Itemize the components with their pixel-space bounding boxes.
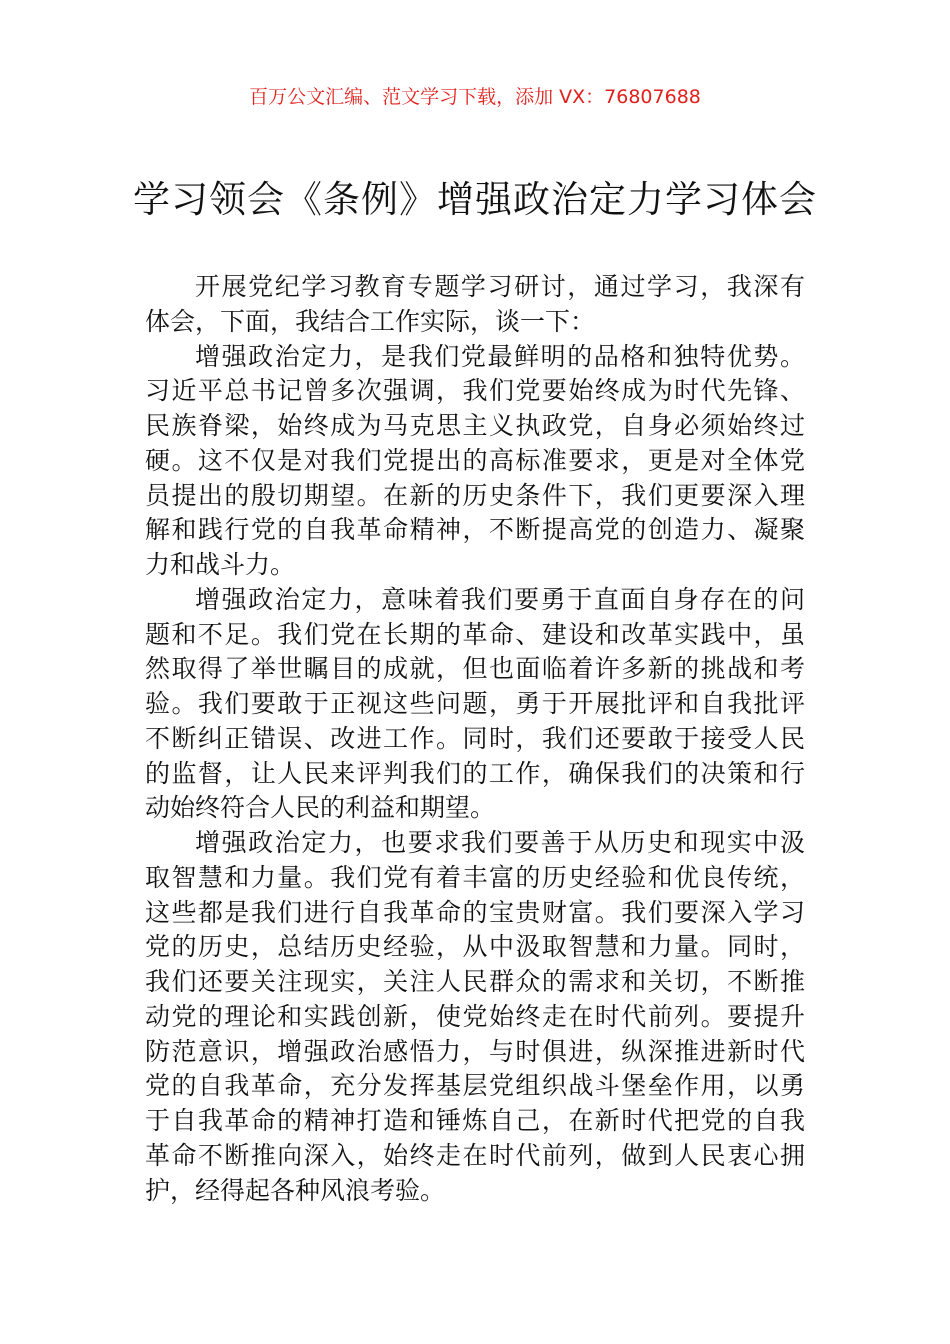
- text-line: 题和不足。我们党在长期的革命、建设和改革实践中，虽: [145, 619, 805, 649]
- text-line: 动党的理论和实践创新，使党始终走在时代前列。要提升: [145, 1001, 805, 1031]
- text-line: 动始终符合人民的利益和期望。: [145, 793, 496, 823]
- paragraph: [145, 826, 805, 1208]
- text-line: 不断纠正错误、改进工作。同时，我们还要敢于接受人民: [145, 723, 805, 753]
- text-line: 增强政治定力，是我们党最鲜明的品格和独特优势。: [195, 341, 805, 371]
- text-line: 我们还要关注现实，关注人民群众的需求和关切，不断推: [145, 967, 805, 996]
- text-line: 增强政治定力，意味着我们要勇于直面自身存在的问: [195, 584, 805, 614]
- text-line: 力和战斗力。: [145, 550, 296, 579]
- text-line: 验。我们要敢于正视这些问题，勇于开展批评和自我批评: [145, 689, 805, 718]
- text-line: 习近平总书记曾多次强调，我们党要始终成为时代先锋、: [145, 376, 805, 406]
- text-line: 体会，下面，我结合工作实际，谈一下：: [145, 306, 596, 336]
- text-line: 防范意识，增强政治感悟力，与时俱进，纵深推进新时代: [145, 1036, 805, 1066]
- text-line: 解和践行党的自我革命精神，不断提高党的创造力、凝聚: [145, 515, 805, 545]
- text-line: 增强政治定力，也要求我们要善于从历史和现实中汲: [195, 828, 805, 857]
- text-line: 革命不断推向深入，始终走在时代前列，做到人民衷心拥: [145, 1140, 805, 1170]
- text-line: 这些都是我们进行自我革命的宝贵财富。我们要深入学习: [145, 897, 805, 927]
- paragraph: [145, 583, 805, 826]
- text-line: 员提出的殷切期望。在新的历史条件下，我们更要深入理: [145, 480, 805, 510]
- text-line: 民族脊梁，始终成为马克思主义执政党，自身必须始终过: [145, 411, 805, 440]
- text-line: 取智慧和力量。我们党有着丰富的历史经验和优良传统，: [145, 862, 805, 892]
- text-line: 开展党纪学习教育专题学习研讨，通过学习，我深有: [195, 272, 805, 301]
- document-title: 学习领会《条例》增强政治定力学习体会: [133, 178, 817, 221]
- text-line: 于自我革命的精神打造和锤炼自己，在新时代把党的自我: [145, 1106, 805, 1135]
- paragraph: [145, 270, 805, 340]
- text-line: 护，经得起各种风浪考验。: [145, 1175, 446, 1205]
- text-line: 党的自我革命，充分发挥基层党组织战斗堡垒作用，以勇: [145, 1071, 805, 1101]
- text-line: 硬。这不仅是对我们党提出的高标准要求，更是对全体党: [145, 445, 805, 475]
- paragraph: [145, 340, 805, 583]
- text-line: 然取得了举世瞩目的成就，但也面临着许多新的挑战和考: [145, 654, 805, 684]
- text-line: 党的历史，总结历史经验，从中汲取智慧和力量。同时，: [145, 932, 805, 962]
- watermark-header: 百万公文汇编、范文学习下载，添加 VX：76807688: [249, 86, 701, 108]
- text-line: 的监督，让人民来评判我们的工作，确保我们的决策和行: [145, 758, 805, 788]
- document-body: [145, 270, 805, 1208]
